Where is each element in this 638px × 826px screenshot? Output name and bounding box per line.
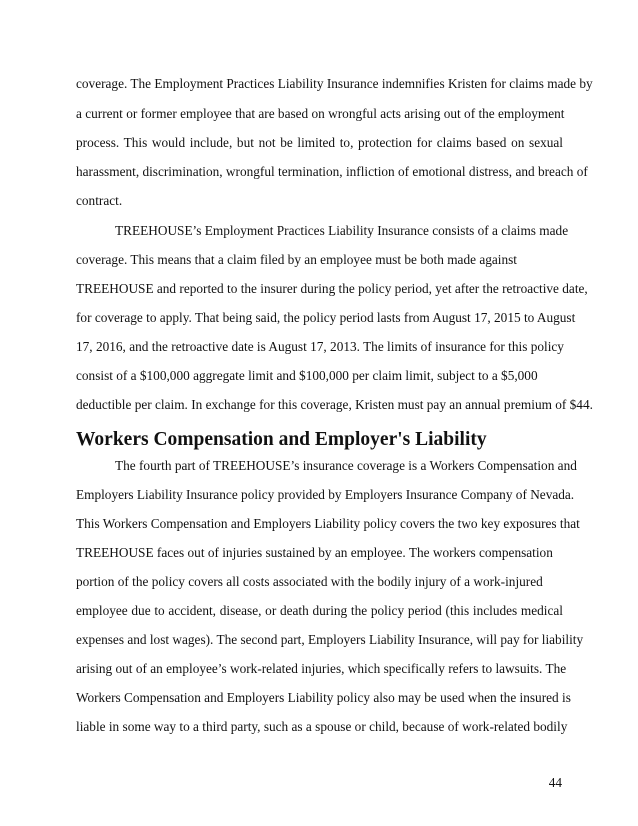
paragraph-3-line-6: employee due to accident, disease, or death during the policy period (this includes medical — [76, 603, 563, 618]
section-heading: Workers Compensation and Employer's Liability — [76, 429, 487, 450]
paragraph-2-line-7: deductible per claim. In exchange for this coverage, Kristen must pay an annual premium of $44. — [76, 397, 593, 412]
paragraph-1-line-2: a current or former employee that are based on wrongful acts arising out of the employment — [76, 106, 565, 121]
paragraph-2-line-6: consist of a $100,000 aggregate limit and $100,000 per claim limit, subject to a $5,000 — [76, 368, 538, 383]
paragraph-3-line-3: This Workers Compensation and Employers Liability policy covers the two key exposures that — [76, 516, 580, 531]
paragraph-3-line-2: Employers Liability Insurance policy provided by Employers Insurance Company of Nevada. — [76, 487, 575, 502]
paragraph-3-line-10: liable in some way to a third party, such as a spouse or child, because of work-related bodily — [76, 719, 568, 734]
paragraph-1-line-5: contract. — [76, 193, 123, 208]
paragraph-1-line-3: process. This would include, but not be limited to, protection for claims based on sexual — [76, 135, 563, 150]
paragraph-2-line-2: coverage. This means that a claim filed by an employee must be both made against — [76, 252, 517, 267]
paragraph-3-line-7: expenses and lost wages). The second part, Employers Liability Insurance, will pay for liability — [76, 632, 584, 647]
paragraph-3-line-8: arising out of an employee’s work-related injuries, which specifically refers to lawsuits. The — [76, 661, 567, 676]
paragraph-3-line-9: Workers Compensation and Employers Liability policy also may be used when the insured is — [76, 690, 571, 705]
paragraph-2-line-1: TREEHOUSE’s Employment Practices Liability Insurance consists of a claims made — [115, 223, 569, 238]
paragraph-2-line-3: TREEHOUSE and reported to the insurer during the policy period, yet after the retroactive date, — [76, 281, 588, 296]
paragraph-2-line-4: for coverage to apply. That being said, the policy period lasts from August 17, 2015 to August — [76, 310, 576, 325]
paragraph-2-line-5: 17, 2016, and the retroactive date is August 17, 2013. The limits of insurance for this policy — [76, 339, 564, 354]
paragraph-3-line-5: portion of the policy covers all costs associated with the bodily injury of a work-injured — [76, 574, 543, 589]
paragraph-3-line-4: TREEHOUSE faces out of injuries sustained by an employee. The workers compensation — [76, 545, 553, 560]
paragraph-1-line-4: harassment, discrimination, wrongful termination, infliction of emotional distress, and breach of — [76, 164, 588, 179]
page-number: 44 — [548, 775, 562, 790]
paragraph-1-line-1: coverage. The Employment Practices Liability Insurance indemnifies Kristen for claims made by — [76, 76, 593, 91]
paragraph-3-line-1: The fourth part of TREEHOUSE’s insurance coverage is a Workers Compensation and — [115, 458, 577, 473]
